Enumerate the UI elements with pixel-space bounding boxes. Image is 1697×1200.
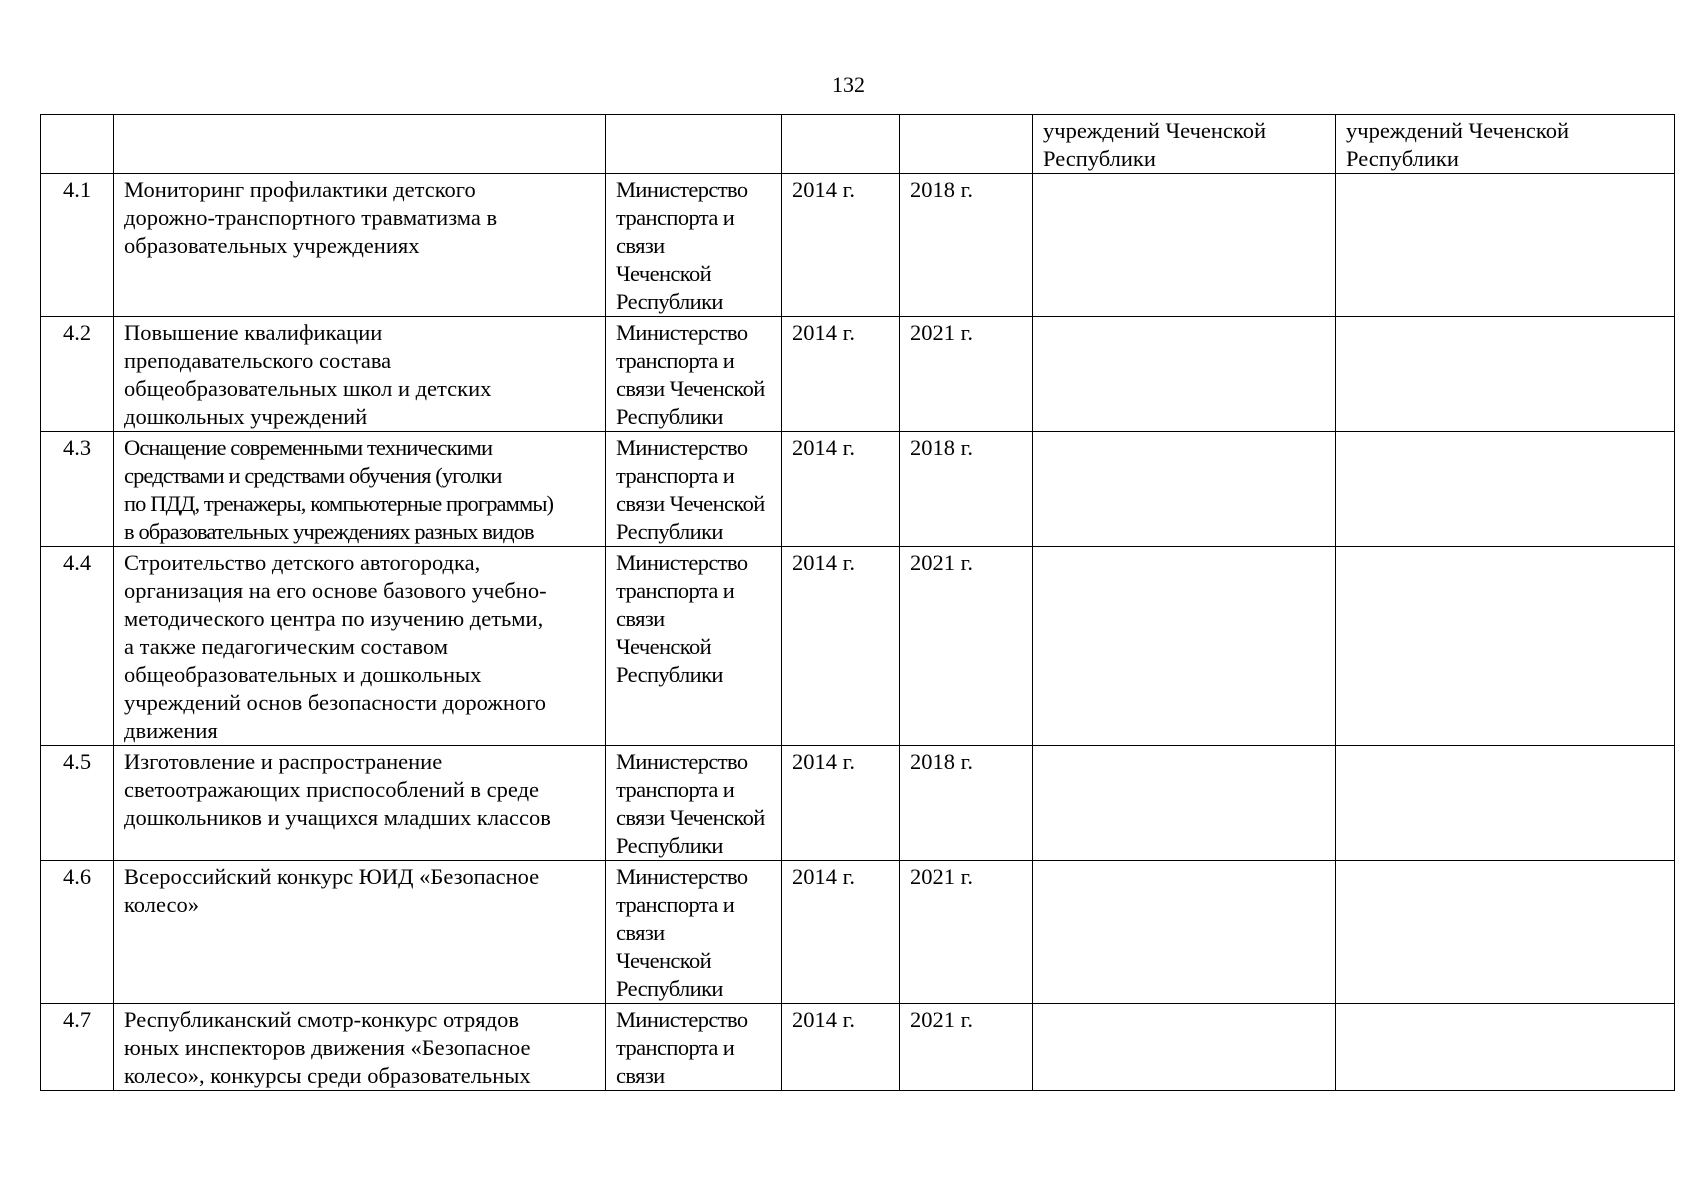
cell-end [900, 317, 1033, 432]
cell-start-text: 2014 г. [792, 177, 855, 202]
cell-responsible [606, 746, 782, 861]
cell-end [900, 547, 1033, 746]
cell-end-text: 2021 г. [910, 320, 973, 345]
cell-end-text: 2021 г. [910, 1007, 973, 1032]
measures-table [40, 114, 1675, 1091]
cell-indicator-text: учреждений Чеченской Республики [1346, 118, 1569, 171]
cell-end [900, 1004, 1033, 1091]
cell-end-text: 2018 г. [910, 435, 973, 460]
cell-result [1033, 1004, 1336, 1091]
cell-responsible-text: Министерство транспорта и связи Чеченской Республики [616, 435, 765, 544]
cell-number [41, 432, 114, 547]
cell-activity-text: Строительство детского автогородка, организация на его основе базового учебно- методического центра по изучению детьми, а также педагогическим составом общеобразовательных и дошкольных учреждений основ безопасности дорожного движения [124, 550, 547, 743]
cell-indicator [1336, 115, 1675, 174]
cell-number-text: 4.1 [62, 177, 92, 202]
cell-activity-text: Изготовление и распространение светоотражающих приспособлений в среде дошкольников и учащихся младших классов [124, 749, 551, 830]
cell-start [782, 115, 900, 174]
cell-start-text: 2014 г. [792, 550, 855, 575]
cell-activity-text: Оснащение современными техническими средствами и средствами обучения (уголки по ПДД, тренажеры, компьютерные программы) в образовательных учреждениях разных видов [124, 435, 554, 544]
cell-start [782, 317, 900, 432]
cell-number [41, 861, 114, 1004]
cell-responsible-text: Министерство транспорта и связи Чеченской Республики [616, 177, 748, 314]
cell-activity-text: Республиканский смотр-конкурс отрядов юных инспекторов движения «Безопасное колесо», конкурсы среди образовательных [124, 1007, 531, 1088]
cell-number [41, 174, 114, 317]
cell-number-text: 4.5 [62, 749, 92, 774]
cell-end-text: 2018 г. [910, 177, 973, 202]
cell-start [782, 432, 900, 547]
table-row [41, 861, 1675, 1004]
cell-end-text: 2018 г. [910, 749, 973, 774]
cell-start [782, 746, 900, 861]
cell-number-text: 4.4 [62, 550, 92, 575]
cell-start-text: 2014 г. [792, 435, 855, 460]
cell-activity [114, 861, 606, 1004]
cell-end [900, 746, 1033, 861]
table-row [41, 317, 1675, 432]
cell-end-text: 2021 г. [910, 550, 973, 575]
cell-responsible-text: Министерство транспорта и связи Чеченской Республики [616, 320, 765, 429]
cell-number-text: 4.2 [62, 320, 92, 345]
cell-responsible-text: Министерство транспорта и связи Чеченской Республики [616, 864, 748, 1001]
cell-number-text: 4.3 [62, 435, 92, 460]
table-row [41, 174, 1675, 317]
cell-indicator [1336, 432, 1675, 547]
cell-end [900, 432, 1033, 547]
cell-activity [114, 432, 606, 547]
cell-number [41, 1004, 114, 1091]
cell-result-text: учреждений Чеченской Республики [1043, 118, 1266, 171]
cell-start-text: 2014 г. [792, 864, 855, 889]
cell-indicator [1336, 861, 1675, 1004]
cell-responsible [606, 861, 782, 1004]
cell-indicator [1336, 174, 1675, 317]
cell-start-text: 2014 г. [792, 1007, 855, 1032]
cell-start [782, 547, 900, 746]
cell-activity [114, 174, 606, 317]
cell-start [782, 174, 900, 317]
cell-result [1033, 746, 1336, 861]
cell-responsible-text: Министерство транспорта и связи [616, 1007, 748, 1088]
cell-activity [114, 115, 606, 174]
cell-activity [114, 1004, 606, 1091]
cell-responsible [606, 547, 782, 746]
cell-result [1033, 547, 1336, 746]
cell-activity-text: Всероссийский конкурс ЮИД «Безопасное колесо» [124, 864, 540, 917]
cell-number [41, 746, 114, 861]
cell-responsible-text: Министерство транспорта и связи Чеченской Республики [616, 749, 765, 858]
cell-indicator [1336, 746, 1675, 861]
cell-indicator [1336, 547, 1675, 746]
cell-result [1033, 317, 1336, 432]
cell-activity-text: Мониторинг профилактики детского дорожно-транспортного травматизма в образовательных учреждениях [124, 177, 498, 258]
cell-result [1033, 115, 1336, 174]
table-row [41, 547, 1675, 746]
cell-activity [114, 317, 606, 432]
cell-end [900, 861, 1033, 1004]
cell-end [900, 174, 1033, 317]
table-row [41, 1004, 1675, 1091]
table-row [41, 746, 1675, 861]
cell-result [1033, 861, 1336, 1004]
table-body [41, 115, 1675, 1091]
cell-result [1033, 432, 1336, 547]
cell-responsible [606, 317, 782, 432]
cell-start-text: 2014 г. [792, 749, 855, 774]
cell-result [1033, 174, 1336, 317]
cell-responsible-text: Министерство транспорта и связи Чеченской Республики [616, 550, 748, 687]
cell-start [782, 1004, 900, 1091]
cell-indicator [1336, 1004, 1675, 1091]
cell-number-text: 4.6 [62, 864, 92, 889]
cell-number [41, 547, 114, 746]
cell-end [900, 115, 1033, 174]
cell-responsible [606, 115, 782, 174]
page-number: 132 [832, 72, 865, 97]
cell-number [41, 317, 114, 432]
cell-end-text: 2021 г. [910, 864, 973, 889]
cell-number [41, 115, 114, 174]
cell-responsible [606, 174, 782, 317]
cell-indicator [1336, 317, 1675, 432]
cell-number-text: 4.7 [62, 1007, 92, 1032]
cell-activity [114, 547, 606, 746]
table-row-continuation [41, 115, 1675, 174]
cell-responsible [606, 1004, 782, 1091]
cell-activity [114, 746, 606, 861]
cell-start-text: 2014 г. [792, 320, 855, 345]
cell-responsible [606, 432, 782, 547]
cell-start [782, 861, 900, 1004]
cell-activity-text: Повышение квалификации преподавательского состава общеобразовательных школ и детских дошкольных учреждений [124, 320, 492, 429]
table-row [41, 432, 1675, 547]
